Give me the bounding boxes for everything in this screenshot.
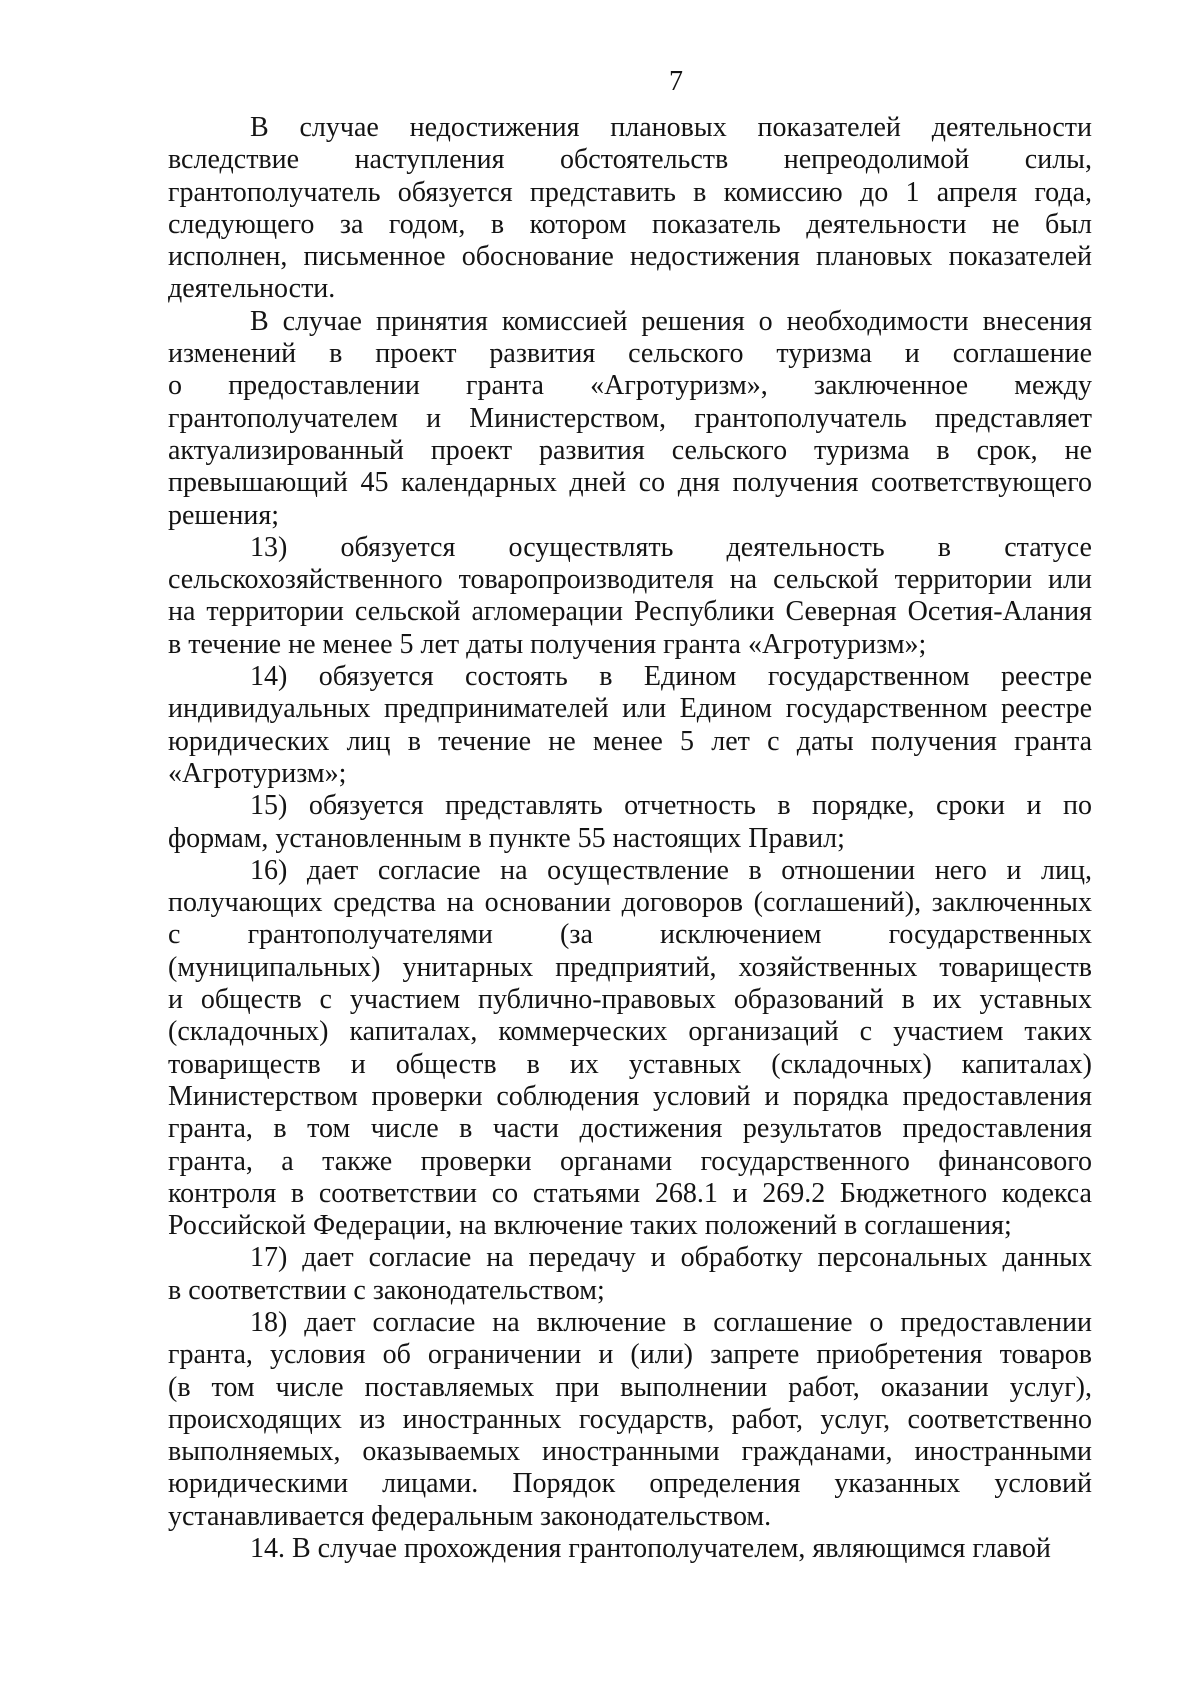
text-line: в течение не менее 5 лет даты получения гранта «Агротуризм»; bbox=[168, 628, 927, 660]
text-line: превышающий 45 календарных дней со дня получения соответствующего bbox=[168, 467, 1092, 499]
paragraph-p14 bbox=[168, 661, 1092, 790]
text-line: следующего за годом, в котором показатель деятельности не был bbox=[168, 208, 1092, 240]
text-line: вследствие наступления обстоятельств непреодолимой силы, bbox=[168, 144, 1092, 176]
text-line: выполняемых, оказываемых иностранными гражданами, иностранными bbox=[168, 1436, 1092, 1468]
paragraph-p17 bbox=[168, 1242, 1092, 1307]
text-line: актуализированный проект развития сельского туризма в срок, не bbox=[168, 434, 1092, 466]
paragraph-p13 bbox=[168, 532, 1092, 661]
text-line: (складочных) капиталах, коммерческих организаций с участием таких bbox=[168, 1016, 1092, 1048]
text-line: о предоставлении гранта «Агротуризм», заключенное между bbox=[168, 370, 1092, 402]
text-line: гранта, в том числе в части достижения результатов предоставления bbox=[168, 1113, 1092, 1145]
paragraph-p16 bbox=[168, 855, 1092, 1243]
text-line: (в том числе поставляемых при выполнении работ, оказании услуг), bbox=[168, 1371, 1092, 1403]
document-body bbox=[168, 112, 1092, 1565]
text-line: происходящих из иностранных государств, работ, услуг, соответственно bbox=[168, 1403, 1092, 1435]
paragraph-p2 bbox=[168, 306, 1092, 532]
text-line: 15) обязуется представлять отчетность в порядке, сроки и по bbox=[250, 790, 1092, 822]
text-line: грантополучателем и Министерством, грантополучатель представляет bbox=[168, 402, 1092, 434]
paragraph-p14b bbox=[168, 1533, 1092, 1565]
text-line: сельскохозяйственного товаропроизводителя на сельской территории или bbox=[168, 564, 1092, 596]
text-line: и обществ с участием публично-правовых образований в их уставных bbox=[168, 984, 1092, 1016]
text-line: «Агротуризм»; bbox=[168, 757, 347, 789]
paragraph-p1 bbox=[168, 112, 1092, 306]
text-line: товариществ и обществ в их уставных (складочных) капиталах) bbox=[168, 1048, 1092, 1080]
paragraph-p18 bbox=[168, 1307, 1092, 1533]
text-line: грантополучатель обязуется представить в комиссию до 1 апреля года, bbox=[168, 176, 1092, 208]
text-line: В случае принятия комиссией решения о необходимости внесения bbox=[250, 305, 1092, 337]
text-line: Министерством проверки соблюдения условий и порядка предоставления bbox=[168, 1080, 1092, 1112]
text-line: в соответствии с законодательством; bbox=[168, 1274, 605, 1306]
text-line: на территории сельской агломерации Республики Северная Осетия-Алания bbox=[168, 596, 1092, 628]
text-line: 13) обязуется осуществлять деятельность в статусе bbox=[250, 531, 1092, 563]
text-line: (муниципальных) унитарных предприятий, хозяйственных товариществ bbox=[168, 951, 1092, 983]
text-line: гранта, а также проверки органами государственного финансового bbox=[168, 1145, 1092, 1177]
text-line: юридическими лицами. Порядок определения указанных условий bbox=[168, 1468, 1092, 1500]
text-line: получающих средства на основании договоров (соглашений), заключенных bbox=[168, 887, 1092, 919]
text-line: 14. В случае прохождения грантополучателем, являющимся главой bbox=[250, 1533, 1051, 1565]
text-line: решения; bbox=[168, 499, 280, 531]
text-line: устанавливается федеральным законодательством. bbox=[168, 1500, 772, 1532]
text-line: деятельности. bbox=[168, 273, 336, 305]
page-number: 7 bbox=[669, 66, 683, 97]
text-line: 14) обязуется состоять в Едином государственном реестре bbox=[250, 661, 1092, 693]
text-line: юридических лиц в течение не менее 5 лет с даты получения гранта bbox=[168, 725, 1092, 757]
text-line: исполнен, письменное обоснование недостижения плановых показателей bbox=[168, 241, 1092, 273]
text-line: изменений в проект развития сельского туризма и соглашение bbox=[168, 338, 1092, 370]
text-line: с грантополучателями (за исключением государственных bbox=[168, 919, 1092, 951]
text-line: 16) дает согласие на осуществление в отношении него и лиц, bbox=[250, 854, 1092, 886]
text-line: В случае недостижения плановых показателей деятельности bbox=[250, 112, 1092, 143]
text-line: индивидуальных предпринимателей или Едином государственном реестре bbox=[168, 693, 1092, 725]
text-line: 18) дает согласие на включение в соглашение о предоставлении bbox=[250, 1306, 1092, 1338]
paragraph-p15 bbox=[168, 790, 1092, 855]
text-line: Российской Федерации, на включение таких положений в соглашения; bbox=[168, 1210, 1012, 1242]
text-line: 17) дает согласие на передачу и обработку персональных данных bbox=[250, 1242, 1092, 1274]
text-line: формам, установленным в пункте 55 настоящих Правил; bbox=[168, 822, 845, 854]
text-line: контроля в соответствии со статьями 268.1 и 269.2 Бюджетного кодекса bbox=[168, 1177, 1092, 1209]
text-line: гранта, условия об ограничении и (или) запрете приобретения товаров bbox=[168, 1339, 1092, 1371]
